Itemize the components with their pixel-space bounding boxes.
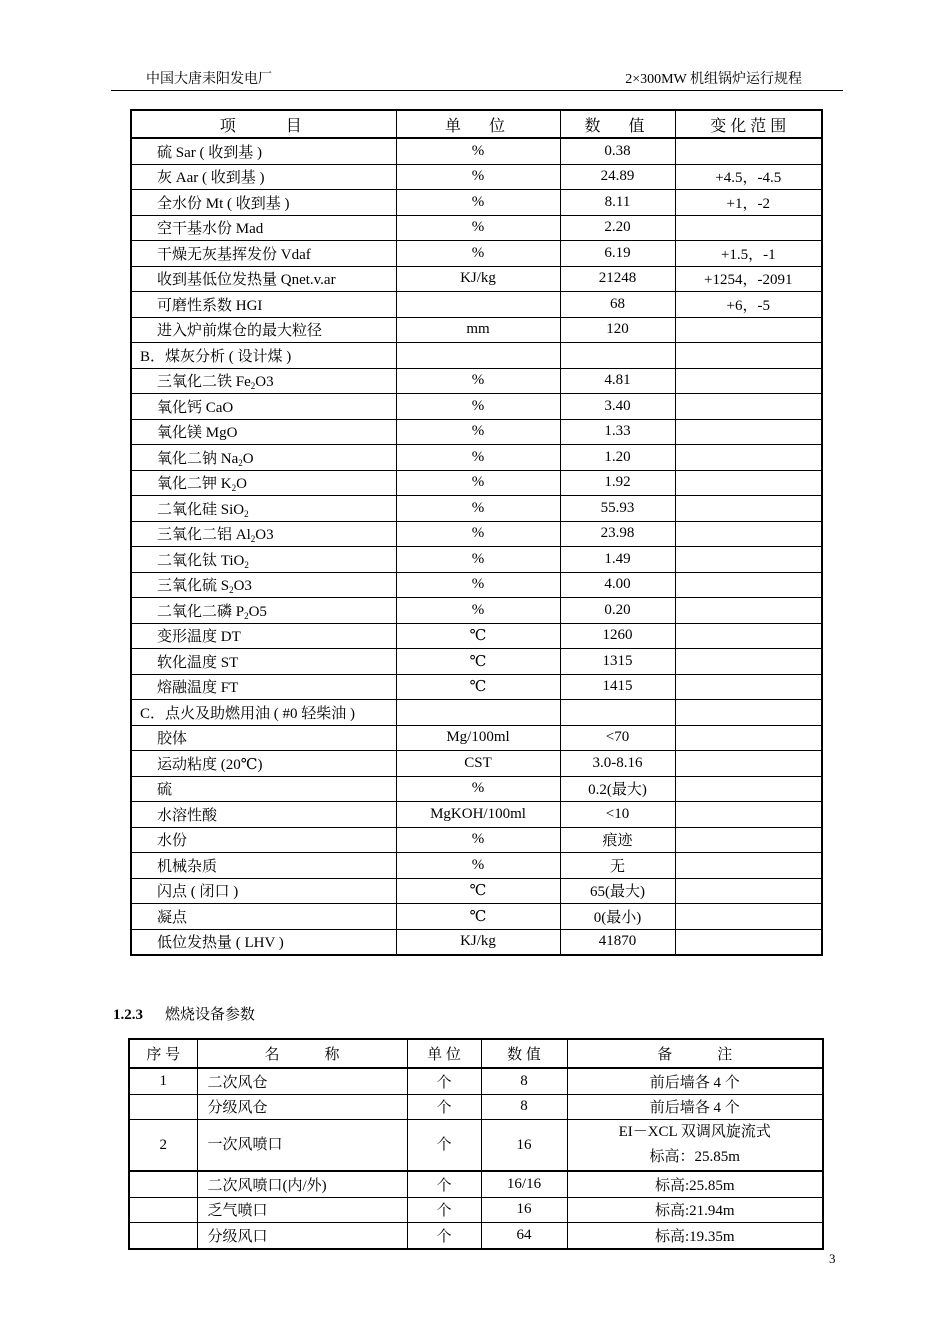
equip-name: 一次风喷口 — [197, 1120, 407, 1172]
ash-item-text: 变形温度 DT — [157, 629, 241, 646]
header-rule — [111, 90, 843, 91]
ash-item-text: 软化温度 ST — [157, 654, 239, 671]
oil-row — [131, 929, 822, 955]
oil-value: 痕迹 — [560, 827, 675, 853]
coal-unit: KJ/kg — [396, 266, 560, 292]
ash-item-text: 二氧化二磷 P — [157, 603, 245, 620]
coal-item: 硫 Sar ( 收到基 ) — [131, 138, 396, 164]
ash-row — [131, 496, 822, 522]
ash-item-suffix: O5 — [248, 603, 267, 620]
ash-value: 1.33 — [560, 419, 675, 445]
equip-unit: 个 — [407, 1120, 481, 1172]
header-value: 数 值 — [481, 1039, 567, 1068]
ash-range — [675, 496, 822, 522]
ash-range — [675, 674, 822, 700]
coal-range — [675, 215, 822, 241]
coal-table-body — [131, 110, 822, 955]
coal-row — [131, 292, 822, 318]
ash-range — [675, 521, 822, 547]
ash-range — [675, 394, 822, 420]
equip-row — [129, 1171, 823, 1197]
ash-row — [131, 470, 822, 496]
header-no: 序 号 — [129, 1039, 197, 1068]
coal-row — [131, 164, 822, 190]
equip-value: 16 — [481, 1197, 567, 1223]
oil-range — [675, 904, 822, 930]
coal-value: 2.20 — [560, 215, 675, 241]
ash-unit: % — [396, 394, 560, 420]
ash-unit: % — [396, 496, 560, 522]
equip-note-line: 标高:25.85m — [654, 1177, 735, 1194]
ash-unit: % — [396, 521, 560, 547]
ash-item-subscript: 2 — [250, 534, 256, 545]
oil-item: 凝点 — [131, 904, 396, 930]
ash-item-text: 氧化钙 CaO — [157, 399, 234, 416]
header-range: 变 化 范 围 — [675, 110, 822, 138]
ash-row — [131, 419, 822, 445]
coal-row — [131, 317, 822, 343]
equip-unit: 个 — [407, 1094, 481, 1120]
oil-value: 41870 — [560, 929, 675, 955]
ash-item-subscript: 2 — [229, 585, 234, 596]
oil-range — [675, 725, 822, 751]
ash-item-suffix: O — [236, 476, 247, 493]
section-c-row — [131, 700, 822, 726]
oil-item: 水份 — [131, 827, 396, 853]
ash-item — [131, 445, 396, 471]
oil-value: <70 — [560, 725, 675, 751]
ash-item — [131, 521, 396, 547]
equip-value: 8 — [481, 1068, 567, 1094]
ash-item-subscript: 2 — [244, 610, 249, 621]
oil-unit: CST — [396, 751, 560, 777]
coal-range: +1254，-2091 — [675, 266, 822, 292]
ash-item-subscript: 2 — [250, 381, 256, 392]
coal-unit: % — [396, 215, 560, 241]
equip-note-line: 前后墙各 4 个 — [649, 1100, 740, 1117]
coal-unit: % — [396, 190, 560, 216]
equip-note — [567, 1068, 823, 1094]
coal-properties-table — [130, 109, 823, 956]
ash-range — [675, 419, 822, 445]
equip-value: 16/16 — [481, 1171, 567, 1197]
empty-cell — [560, 343, 675, 369]
oil-unit: % — [396, 776, 560, 802]
coal-item: 灰 Aar ( 收到基 ) — [131, 164, 396, 190]
equip-name: 二次风喷口(内/外) — [197, 1171, 407, 1197]
ash-row — [131, 547, 822, 573]
oil-value: 3.0-8.16 — [560, 751, 675, 777]
ash-range — [675, 547, 822, 573]
ash-value: 4.81 — [560, 368, 675, 394]
ash-value: 1.20 — [560, 445, 675, 471]
section-b-row-label: B．煤灰分析 ( 设计煤 ) — [131, 343, 396, 369]
equip-name: 乏气喷口 — [197, 1197, 407, 1223]
ash-unit: % — [396, 445, 560, 471]
section-number: 1.2.3 — [113, 1007, 143, 1023]
ash-value: 1260 — [560, 623, 675, 649]
oil-range — [675, 802, 822, 828]
ash-unit: ℃ — [396, 674, 560, 700]
header-value: 数 值 — [560, 110, 675, 138]
equip-table-header-row — [129, 1039, 823, 1068]
oil-row — [131, 853, 822, 879]
equip-unit: 个 — [407, 1197, 481, 1223]
header-unit: 单 位 — [396, 110, 560, 138]
ash-item-subscript: 2 — [231, 483, 237, 494]
coal-value: 120 — [560, 317, 675, 343]
header-item: 项 目 — [131, 110, 396, 138]
ash-row — [131, 674, 822, 700]
oil-row — [131, 904, 822, 930]
header-name: 名 称 — [197, 1039, 407, 1068]
ash-range — [675, 445, 822, 471]
oil-row — [131, 725, 822, 751]
ash-item-text: 二氧化硅 SiO — [157, 501, 245, 518]
empty-cell — [396, 343, 560, 369]
ash-row — [131, 598, 822, 624]
ash-value: 1315 — [560, 649, 675, 675]
ash-unit: ℃ — [396, 649, 560, 675]
oil-unit: ℃ — [396, 878, 560, 904]
coal-value: 24.89 — [560, 164, 675, 190]
oil-value: 65(最大) — [560, 878, 675, 904]
oil-unit: ℃ — [396, 904, 560, 930]
ash-row — [131, 445, 822, 471]
ash-unit: % — [396, 419, 560, 445]
ash-item-text: 三氧化二铁 Fe — [157, 374, 251, 391]
coal-table-header-row — [131, 110, 822, 138]
header-note: 备 注 — [567, 1039, 823, 1068]
equip-value: 16 — [481, 1120, 567, 1172]
coal-row — [131, 266, 822, 292]
oil-range — [675, 827, 822, 853]
oil-unit: % — [396, 853, 560, 879]
section-title: 燃烧设备参数 — [165, 1007, 256, 1023]
combustion-equipment-table — [128, 1038, 824, 1250]
oil-item: 低位发热量 ( LHV ) — [131, 929, 396, 955]
equip-table-body — [129, 1039, 823, 1249]
ash-row — [131, 521, 822, 547]
ash-range — [675, 572, 822, 598]
oil-row — [131, 802, 822, 828]
ash-range — [675, 368, 822, 394]
coal-item: 空干基水份 Mad — [131, 215, 396, 241]
coal-range — [675, 138, 822, 164]
section-c-row-label: C．点火及助燃用油 ( #0 轻柴油 ) — [131, 700, 396, 726]
equip-note — [567, 1171, 823, 1197]
oil-item: 水溶性酸 — [131, 802, 396, 828]
ash-value: 4.00 — [560, 572, 675, 598]
ash-item-text: 二氧化钛 TiO — [157, 552, 245, 569]
header-right-title: 2×300MW 机组锅炉运行规程 — [625, 72, 802, 87]
coal-item: 可磨性系数 HGI — [131, 292, 396, 318]
equip-note — [567, 1094, 823, 1120]
oil-item: 运动粘度 (20℃) — [131, 751, 396, 777]
coal-range — [675, 317, 822, 343]
ash-item — [131, 649, 396, 675]
oil-range — [675, 929, 822, 955]
coal-range: +4.5，-4.5 — [675, 164, 822, 190]
coal-unit: % — [396, 138, 560, 164]
equip-no: 1 — [129, 1068, 197, 1094]
oil-row — [131, 751, 822, 777]
ash-value: 55.93 — [560, 496, 675, 522]
oil-value: <10 — [560, 802, 675, 828]
ash-item-text: 氧化镁 MgO — [157, 425, 238, 442]
oil-value: 0(最小) — [560, 904, 675, 930]
ash-unit: ℃ — [396, 623, 560, 649]
coal-value: 0.38 — [560, 138, 675, 164]
ash-item — [131, 394, 396, 420]
equip-no — [129, 1171, 197, 1197]
equip-unit: 个 — [407, 1171, 481, 1197]
coal-value: 6.19 — [560, 241, 675, 267]
equip-note — [567, 1120, 823, 1172]
coal-value: 68 — [560, 292, 675, 318]
oil-unit: KJ/kg — [396, 929, 560, 955]
equip-row — [129, 1197, 823, 1223]
ash-item — [131, 572, 396, 598]
ash-item-text: 氧化二钾 K — [157, 476, 232, 493]
ash-value: 1415 — [560, 674, 675, 700]
equip-no — [129, 1197, 197, 1223]
coal-row — [131, 215, 822, 241]
ash-row — [131, 572, 822, 598]
equip-no — [129, 1094, 197, 1120]
ash-range — [675, 598, 822, 624]
ash-item-subscript: 2 — [244, 508, 249, 519]
equip-note-line: 标高:21.94m — [654, 1203, 735, 1220]
ash-range — [675, 649, 822, 675]
equip-note-line: EI－XCL 双调风旋流式 — [618, 1124, 771, 1140]
page-number: 3 — [829, 1251, 836, 1266]
ash-item-text: 熔融温度 FT — [157, 680, 239, 697]
equip-note-line: 前后墙各 4 个 — [649, 1074, 740, 1091]
ash-item-suffix: O3 — [255, 374, 274, 391]
section-b-row — [131, 343, 822, 369]
ash-value: 23.98 — [560, 521, 675, 547]
ash-item — [131, 547, 396, 573]
oil-item: 机械杂质 — [131, 853, 396, 879]
coal-row — [131, 241, 822, 267]
ash-unit: % — [396, 547, 560, 573]
ash-value: 0.20 — [560, 598, 675, 624]
coal-range: +1.5，-1 — [675, 241, 822, 267]
ash-unit: % — [396, 368, 560, 394]
equip-note-line-2: 标高：25.85m — [649, 1149, 740, 1165]
equip-unit: 个 — [407, 1223, 481, 1249]
ash-item-subscript: 2 — [244, 559, 249, 570]
oil-value: 0.2(最大) — [560, 776, 675, 802]
ash-item-subscript: 2 — [238, 457, 243, 468]
oil-range — [675, 751, 822, 777]
ash-item — [131, 623, 396, 649]
oil-range — [675, 776, 822, 802]
coal-item: 全水份 Mt ( 收到基 ) — [131, 190, 396, 216]
coal-value: 21248 — [560, 266, 675, 292]
oil-row — [131, 878, 822, 904]
ash-item-suffix: O3 — [255, 527, 274, 544]
oil-item: 闪点 ( 闭口 ) — [131, 878, 396, 904]
ash-unit: % — [396, 470, 560, 496]
equip-row — [129, 1068, 823, 1094]
equip-note — [567, 1197, 823, 1223]
oil-row — [131, 776, 822, 802]
ash-item-text: 三氧化二铝 Al — [157, 527, 251, 544]
ash-item — [131, 368, 396, 394]
coal-range: +1，-2 — [675, 190, 822, 216]
equip-value: 64 — [481, 1223, 567, 1249]
header-left-title: 中国大唐耒阳发电厂 — [146, 72, 272, 87]
equip-name: 分级风口 — [197, 1223, 407, 1249]
equip-row — [129, 1094, 823, 1120]
ash-range — [675, 470, 822, 496]
oil-unit: Mg/100ml — [396, 725, 560, 751]
ash-value: 1.92 — [560, 470, 675, 496]
coal-value: 8.11 — [560, 190, 675, 216]
ash-row — [131, 394, 822, 420]
equip-row — [129, 1120, 823, 1172]
ash-value: 1.49 — [560, 547, 675, 573]
oil-row — [131, 827, 822, 853]
ash-item — [131, 674, 396, 700]
coal-unit: % — [396, 164, 560, 190]
equip-no: 2 — [129, 1120, 197, 1172]
ash-value: 3.40 — [560, 394, 675, 420]
ash-item-text: 三氧化硫 S — [157, 578, 230, 595]
ash-row — [131, 623, 822, 649]
ash-row — [131, 649, 822, 675]
equip-name: 分级风仓 — [197, 1094, 407, 1120]
empty-cell — [560, 700, 675, 726]
coal-item: 收到基低位发热量 Qnet.v.ar — [131, 266, 396, 292]
coal-range: +6，-5 — [675, 292, 822, 318]
equip-name: 二次风仓 — [197, 1068, 407, 1094]
ash-unit: % — [396, 572, 560, 598]
ash-item-text: 氧化二钠 Na — [157, 450, 239, 467]
equip-row — [129, 1223, 823, 1249]
oil-unit: MgKOH/100ml — [396, 802, 560, 828]
ash-item — [131, 419, 396, 445]
ash-item-suffix: O — [242, 450, 254, 467]
ash-row — [131, 368, 822, 394]
equip-note-line: 标高:19.35m — [654, 1228, 735, 1245]
oil-unit: % — [396, 827, 560, 853]
oil-range — [675, 853, 822, 879]
ash-item — [131, 496, 396, 522]
coal-unit — [396, 292, 560, 318]
header-unit: 单 位 — [407, 1039, 481, 1068]
oil-item: 硫 — [131, 776, 396, 802]
coal-row — [131, 190, 822, 216]
equip-no — [129, 1223, 197, 1249]
empty-cell — [675, 700, 822, 726]
ash-item-suffix: O3 — [233, 578, 252, 595]
empty-cell — [675, 343, 822, 369]
oil-item: 胶体 — [131, 725, 396, 751]
coal-unit: mm — [396, 317, 560, 343]
equip-unit: 个 — [407, 1068, 481, 1094]
equip-value: 8 — [481, 1094, 567, 1120]
ash-unit: % — [396, 598, 560, 624]
section-1-2-3-heading — [113, 1003, 255, 1024]
coal-item: 进入炉前煤仓的最大粒径 — [131, 317, 396, 343]
coal-row — [131, 138, 822, 164]
coal-unit: % — [396, 241, 560, 267]
equip-note — [567, 1223, 823, 1249]
oil-value: 无 — [560, 853, 675, 879]
oil-range — [675, 878, 822, 904]
ash-range — [675, 623, 822, 649]
coal-item: 干燥无灰基挥发份 Vdaf — [131, 241, 396, 267]
empty-cell — [396, 700, 560, 726]
ash-item — [131, 470, 396, 496]
ash-item — [131, 598, 396, 624]
